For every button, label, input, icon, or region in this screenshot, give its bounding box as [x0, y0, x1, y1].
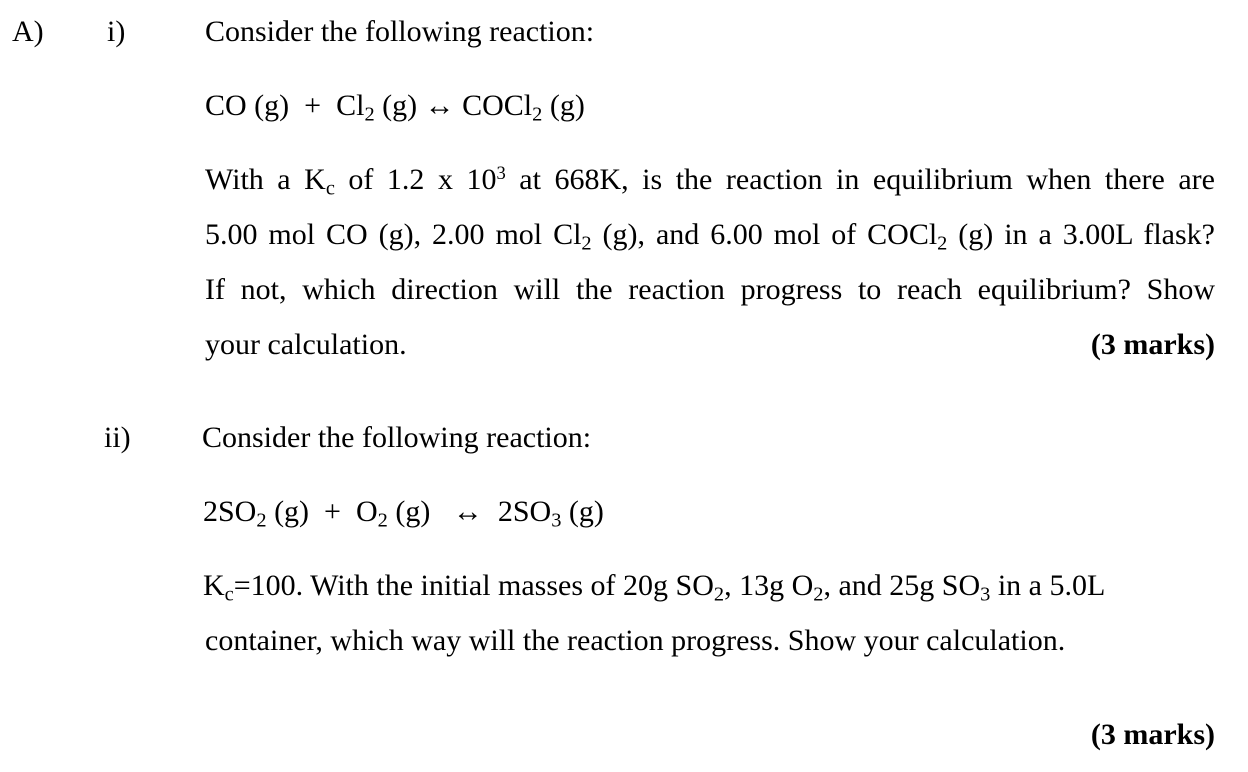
- part-ii-label: ii): [104, 421, 131, 454]
- eq2-reactant-so2: $2SO_2$ (g): [203, 495, 310, 532]
- part-ii-equation: [203, 494, 604, 530]
- part-i-question-line-3: If not, which direction will the reaction progress to reach equilibrium? Show: [205, 273, 1215, 306]
- part-i-intro: Consider the following reaction:: [205, 15, 595, 48]
- eq1-plus: +: [304, 89, 322, 122]
- eq1-reactant-co: CO (g): [205, 89, 290, 122]
- section-label: A): [12, 15, 44, 48]
- part-i-equation: [205, 88, 585, 124]
- part-ii-question-line-1: $K_c=100$. With the initial masses of 20g $SO_2$, 13g $O_2$, and 25g $SO_3$ in a 5.0L: [203, 569, 1106, 606]
- eq2-product-so3: $2SO_3$ (g): [497, 495, 604, 532]
- eq2-arrow: ↔: [452, 495, 483, 528]
- part-ii-question-line-2: container, which way will the reaction progress. Show your calculation.: [205, 624, 1066, 657]
- eq2-reactant-o2: $O_2$ (g): [355, 495, 431, 532]
- eq1-arrow: ↔: [424, 89, 455, 122]
- part-ii-marks: (3 marks): [1090, 718, 1215, 751]
- eq2-plus: +: [324, 495, 341, 528]
- eq1-product-cocl2: COCl$_2$ (g): [462, 89, 585, 126]
- part-i-question-line-2: 5.00 mol CO (g), 2.00 mol $Cl_2$ (g), and 6.00 mol of COCl$_2$ (g) in a 3.00L flask?: [205, 218, 1215, 255]
- eq1-reactant-cl2: $Cl_2$ (g): [336, 89, 418, 126]
- part-ii-intro: Consider the following reaction:: [202, 421, 592, 454]
- part-i-marks: (3 marks): [1090, 328, 1215, 361]
- part-i-question-line-1: With a $K_c$ of 1.2 x $10^3$ at 668K, is the reaction in equilibrium when there are: [205, 162, 1215, 200]
- part-i-question-line-4: your calculation.: [205, 328, 407, 361]
- part-i-label: i): [107, 15, 126, 48]
